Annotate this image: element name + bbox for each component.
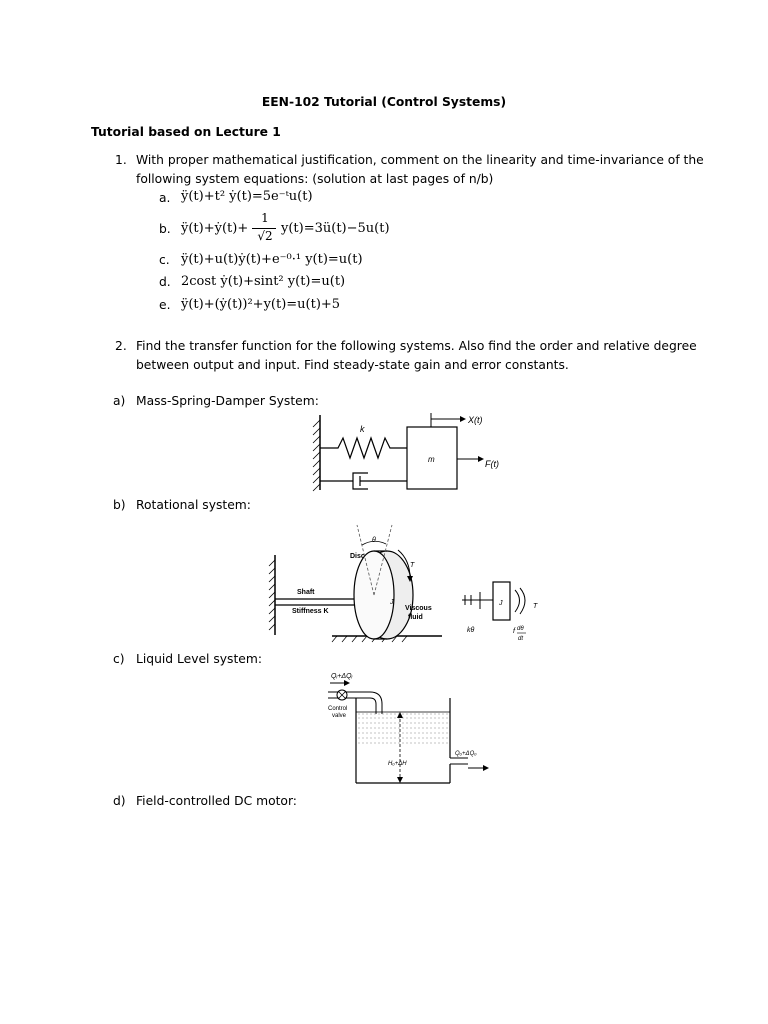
part-d-label: d): [113, 794, 126, 808]
part-b-text: Rotational system:: [136, 498, 251, 512]
spring-torque-label: kθ: [467, 627, 475, 634]
head-label: Hₒ+ΔH: [388, 761, 407, 767]
eq-d: 2cost ẏ(t)+sint² y(t)=u(t): [181, 274, 346, 289]
part-d-text: Field-controlled DC motor:: [136, 794, 297, 808]
disc-label: Disc: [350, 553, 365, 560]
theta-label: θ: [372, 537, 376, 544]
eq-b-label: b.: [159, 222, 171, 236]
document-title: EEN-102 Tutorial (Control Systems): [261, 95, 507, 109]
subheading: Tutorial based on Lecture 1: [91, 125, 281, 139]
eq-b-frac-den: √2: [257, 229, 273, 243]
torque-label: T: [410, 562, 415, 569]
q2-line1: Find the transfer function for the following systems. Also find the order and relative degree: [136, 339, 697, 353]
disc-j-label: J: [390, 599, 394, 606]
damping-dtheta-label: dθ: [517, 626, 524, 632]
fbd-torque-label: T: [533, 603, 538, 610]
part-b-label: b): [113, 498, 126, 512]
q1-line1: With proper mathematical justification, comment on the linearity and time-invariance of the: [136, 153, 704, 167]
q1-number: 1.: [115, 153, 127, 167]
eq-e-label: e.: [159, 298, 171, 312]
q1-line2: following system equations: (solution at last pages of n/b): [136, 172, 494, 186]
spring-k-label: k: [360, 424, 365, 434]
stiffness-label: Stiffness K: [292, 608, 329, 615]
part-c-label: c): [113, 652, 125, 666]
valve-label: valve: [332, 713, 347, 719]
q2-number: 2.: [115, 339, 127, 353]
damping-f-label: f: [513, 628, 515, 635]
eq-b-frac-num: 1: [261, 211, 269, 225]
eq-a-label: a.: [159, 191, 171, 205]
part-a-label: a): [113, 394, 126, 408]
displacement-label: X(t): [468, 415, 483, 425]
part-c-text: Liquid Level system:: [136, 652, 262, 666]
mass-label: m: [428, 455, 435, 464]
fluid-label: fluid: [408, 614, 423, 621]
inflow-label: Qᵢ+ΔQᵢ: [331, 673, 353, 680]
liquid-level-figure: [318, 668, 493, 798]
eq-c-label: c.: [159, 253, 170, 267]
eq-b-right: y(t)=3ü(t)−5u(t): [281, 221, 390, 236]
eq-a: ÿ(t)+t² ẏ(t)=5e⁻ᵗu(t): [181, 189, 313, 204]
fbd-j-label: J: [499, 600, 503, 607]
force-label: F(t): [485, 459, 499, 469]
q2-line2: between output and input. Find steady-state gain and error constants.: [136, 358, 569, 372]
eq-e: ÿ(t)+(ẏ(t))²+y(t)=u(t)+5: [181, 297, 341, 312]
shaft-label: Shaft: [297, 589, 315, 596]
part-a-text: Mass-Spring-Damper System:: [136, 394, 319, 408]
viscous-label: Viscous: [405, 605, 432, 612]
eq-d-label: d.: [159, 275, 171, 289]
outflow-label: Qₒ+ΔQₒ: [455, 751, 477, 757]
eq-c: ÿ(t)+u(t)ẏ(t)+e⁻⁰·¹ y(t)=u(t): [181, 252, 363, 267]
control-label: Control: [328, 706, 348, 712]
damping-dt-label: dt: [518, 636, 524, 642]
mass-spring-damper-figure: [310, 410, 510, 495]
eq-b-left: ÿ(t)+ẏ(t)+: [181, 221, 249, 236]
rotational-system-figure: [262, 520, 552, 645]
